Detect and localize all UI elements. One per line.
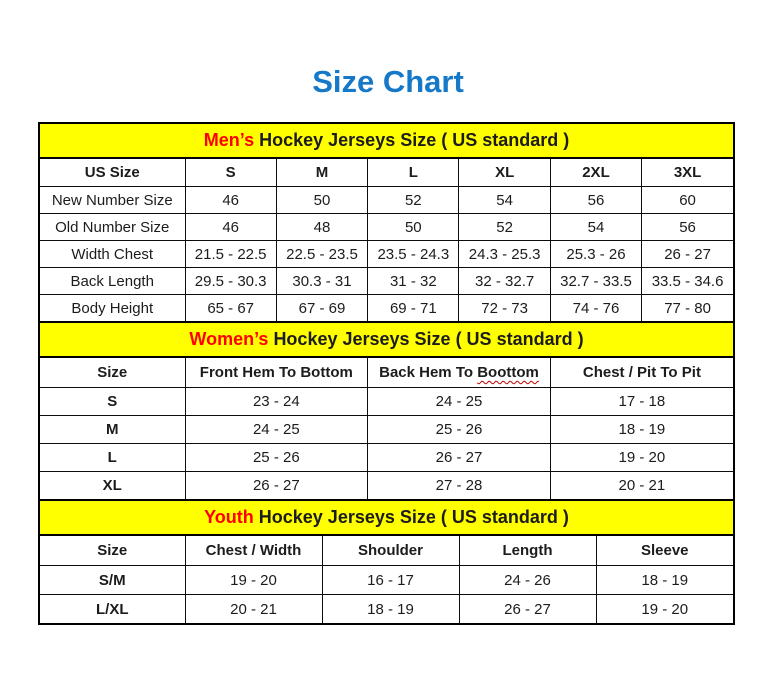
men-cell: 72 - 73 [459,295,550,322]
womens-section-highlight: Women’s [189,329,269,349]
back-hem-prefix: Back Hem To [379,364,474,381]
men-cell: 52 [368,187,459,214]
women-cell: 27 - 28 [368,472,551,500]
youth-col-header-length: Length [459,536,596,566]
youth-section-highlight: Youth [204,507,254,527]
women-cell: 17 - 18 [550,388,733,416]
men-cell: 32.7 - 33.5 [550,268,641,295]
youth-size-table [40,536,733,623]
men-row-label: Width Chest [40,241,185,268]
women-cell: 24 - 25 [368,388,551,416]
womens-section-header [40,321,733,358]
table-header-row [40,159,733,187]
women-row-label: M [40,416,185,444]
youth-cell: 19 - 20 [185,566,322,595]
men-cell: 77 - 80 [642,295,733,322]
page-title: Size Chart [312,64,464,99]
men-cell: 30.3 - 31 [276,268,367,295]
men-row-label: Body Height [40,295,185,322]
back-hem-misspelled-word: Boottom [477,364,539,381]
men-col-header-l: L [368,159,459,187]
mens-section-title: Hockey Jerseys Size ( US standard ) [259,130,570,150]
table-row [40,241,733,268]
men-cell: 67 - 69 [276,295,367,322]
men-col-header-m: M [276,159,367,187]
men-col-header-us-size: US Size [40,159,185,187]
table-row [40,416,733,444]
men-col-header-xl: XL [459,159,550,187]
women-col-header-chest: Chest / Pit To Pit [550,358,733,388]
women-cell: 24 - 25 [185,416,368,444]
men-cell: 24.3 - 25.3 [459,241,550,268]
men-cell: 22.5 - 23.5 [276,241,367,268]
women-row-label: L [40,444,185,472]
table-row [40,566,733,595]
table-row [40,187,733,214]
youth-cell: 18 - 19 [596,566,733,595]
women-cell: 18 - 19 [550,416,733,444]
womens-section-title: Hockey Jerseys Size ( US standard ) [273,329,584,349]
men-cell: 50 [368,214,459,241]
men-cell: 31 - 32 [368,268,459,295]
men-cell: 33.5 - 34.6 [642,268,733,295]
men-col-header-2xl: 2XL [550,159,641,187]
men-cell: 56 [550,187,641,214]
women-cell: 23 - 24 [185,388,368,416]
men-cell: 46 [185,214,276,241]
youth-section-header [40,499,733,536]
table-row [40,295,733,322]
women-row-label: S [40,388,185,416]
youth-section-title: Hockey Jerseys Size ( US standard ) [258,507,569,527]
youth-col-header-sleeve: Sleeve [596,536,733,566]
men-cell: 54 [550,214,641,241]
men-row-label: New Number Size [40,187,185,214]
youth-cell: 20 - 21 [185,595,322,624]
women-col-header-front-hem: Front Hem To Bottom [185,358,368,388]
men-col-header-3xl: 3XL [642,159,733,187]
men-cell: 74 - 76 [550,295,641,322]
men-cell: 50 [276,187,367,214]
women-col-header-size: Size [40,358,185,388]
women-cell: 19 - 20 [550,444,733,472]
youth-col-header-shoulder: Shoulder [322,536,459,566]
men-cell: 25.3 - 26 [550,241,641,268]
womens-size-table [40,358,733,499]
table-header-row [40,536,733,566]
women-row-label: XL [40,472,185,500]
table-row [40,214,733,241]
youth-cell: 16 - 17 [322,566,459,595]
women-cell: 26 - 27 [185,472,368,500]
women-cell: 25 - 26 [368,416,551,444]
women-cell: 26 - 27 [368,444,551,472]
women-col-header-back-hem [368,358,551,388]
men-row-label: Old Number Size [40,214,185,241]
men-cell: 65 - 67 [185,295,276,322]
men-cell: 29.5 - 30.3 [185,268,276,295]
table-row [40,472,733,500]
youth-col-header-size: Size [40,536,185,566]
mens-section-highlight: Men’s [203,130,255,150]
men-cell: 52 [459,214,550,241]
men-cell: 23.5 - 24.3 [368,241,459,268]
men-cell: 69 - 71 [368,295,459,322]
men-cell: 54 [459,187,550,214]
men-cell: 56 [642,214,733,241]
mens-size-table [40,159,733,321]
youth-row-label: S/M [40,566,185,595]
men-cell: 26 - 27 [642,241,733,268]
men-cell: 46 [185,187,276,214]
youth-row-label: L/XL [40,595,185,624]
youth-cell: 18 - 19 [322,595,459,624]
table-row [40,444,733,472]
table-row [40,388,733,416]
men-row-label: Back Length [40,268,185,295]
table-row [40,595,733,624]
youth-cell: 26 - 27 [459,595,596,624]
mens-section-header [40,124,733,159]
men-cell: 48 [276,214,367,241]
table-header-row [40,358,733,388]
men-col-header-s: S [185,159,276,187]
men-cell: 32 - 32.7 [459,268,550,295]
women-cell: 25 - 26 [185,444,368,472]
youth-cell: 24 - 26 [459,566,596,595]
women-cell: 20 - 21 [550,472,733,500]
youth-col-header-chest-width: Chest / Width [185,536,322,566]
men-cell: 60 [642,187,733,214]
men-cell: 21.5 - 22.5 [185,241,276,268]
table-row [40,268,733,295]
youth-cell: 19 - 20 [596,595,733,624]
size-chart [38,122,735,625]
